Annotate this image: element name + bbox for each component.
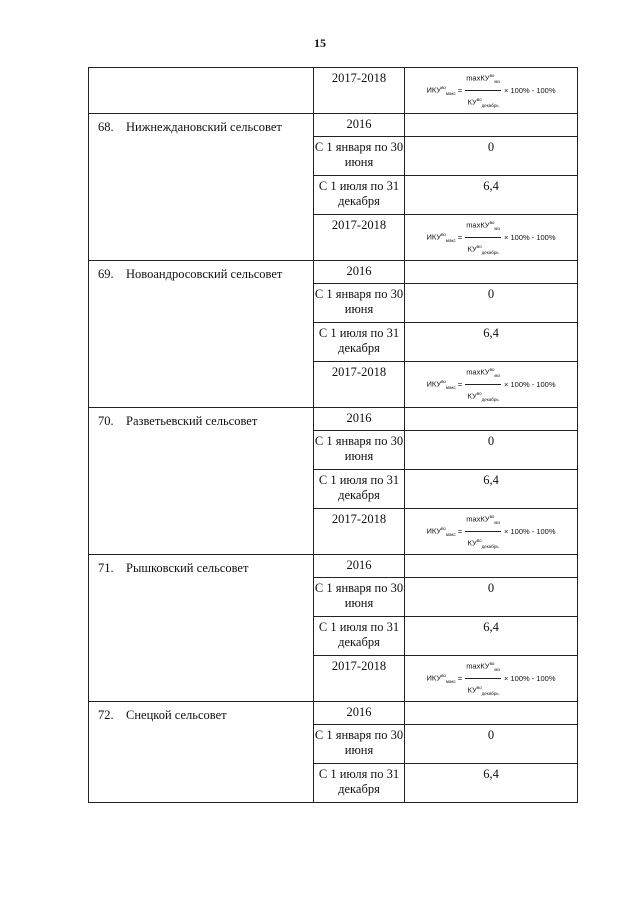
value-label: 6,4 — [483, 326, 499, 340]
formula-fraction — [465, 215, 501, 260]
settlement-title: Рышковский сельсовет — [126, 561, 249, 575]
formula-lhs: $ИКУ^{во}_{макс}$ — [426, 673, 456, 684]
settlement-cell — [89, 114, 314, 261]
period-label: 2016 — [346, 264, 372, 278]
period-cell — [314, 725, 405, 764]
formula-denominator: $КУ^{во}_{декабрь}$ — [467, 97, 499, 108]
value-cell — [405, 509, 578, 555]
period-label: 2017-2018 — [331, 365, 387, 379]
period-label: С 1 января по 30 июня — [314, 581, 404, 610]
period-label: С 1 июля по 31 декабря — [318, 620, 400, 649]
formula-lhs: $ИКУ^{во}_{макс}$ — [426, 85, 456, 96]
table-row — [89, 702, 578, 725]
period-cell — [314, 431, 405, 470]
value-cell — [405, 656, 578, 702]
period-label: С 1 января по 30 июня — [314, 140, 404, 169]
formula-lhs: $ИКУ^{во}_{макс}$ — [426, 526, 456, 537]
settlement-number: 71. — [98, 561, 114, 575]
period-cell — [314, 284, 405, 323]
value-label: 6,4 — [483, 179, 499, 193]
formula-rhs: × 100% - 100% — [504, 674, 556, 683]
period-label: 2017-2018 — [331, 659, 387, 673]
value-cell — [405, 284, 578, 323]
period-label: 2017-2018 — [331, 218, 387, 232]
value-cell — [405, 617, 578, 656]
period-cell — [314, 470, 405, 509]
formula-fraction — [465, 362, 501, 407]
settlement-name — [89, 261, 313, 282]
value-label: 0 — [487, 581, 495, 595]
formula-numerator: maxКУ$^{во}_{мо}$ — [465, 656, 501, 679]
period-label: 2016 — [346, 558, 372, 572]
formula-numerator: maxКУ$^{во}_{мо}$ — [465, 68, 501, 91]
tariff-table — [88, 67, 578, 803]
value-cell — [405, 362, 578, 408]
formula-fraction — [465, 656, 501, 701]
value-cell — [405, 431, 578, 470]
period-label: С 1 января по 30 июня — [314, 728, 404, 757]
settlement-cell — [89, 408, 314, 555]
period-cell — [314, 114, 405, 137]
formula-equals: = — [457, 527, 463, 536]
value-cell — [405, 68, 578, 114]
index-formula — [405, 68, 577, 113]
period-label: С 1 января по 30 июня — [314, 434, 404, 463]
period-cell — [314, 215, 405, 261]
settlement-name — [89, 555, 313, 576]
period-cell — [314, 261, 405, 284]
period-cell — [314, 323, 405, 362]
period-label: С 1 июля по 31 декабря — [318, 326, 400, 355]
formula-equals: = — [457, 380, 463, 389]
value-label: 0 — [487, 434, 495, 448]
value-label: 0 — [487, 728, 495, 742]
settlement-cell — [89, 261, 314, 408]
page-number: 15 — [314, 36, 326, 50]
formula-rhs: × 100% - 100% — [504, 86, 556, 95]
formula-fraction — [465, 509, 501, 554]
formula-equals: = — [457, 86, 463, 95]
period-cell — [314, 578, 405, 617]
formula-rhs: × 100% - 100% — [504, 233, 556, 242]
table-row — [89, 408, 578, 431]
formula-denominator: $КУ^{во}_{декабрь}$ — [467, 538, 499, 549]
formula-equals: = — [457, 233, 463, 242]
formula-numerator: maxКУ$^{во}_{мо}$ — [465, 509, 501, 532]
period-label: С 1 июля по 31 декабря — [318, 767, 400, 796]
index-formula — [405, 362, 577, 407]
settlement-name — [89, 114, 313, 135]
period-cell — [314, 555, 405, 578]
value-cell — [405, 176, 578, 215]
settlement-cell — [89, 555, 314, 702]
period-cell — [314, 764, 405, 803]
settlement-name — [89, 702, 313, 723]
settlement-title: Разветьевский сельсовет — [126, 414, 258, 428]
formula-rhs: × 100% - 100% — [504, 380, 556, 389]
index-formula — [405, 509, 577, 554]
value-label: 6,4 — [483, 767, 499, 781]
value-cell — [405, 702, 578, 725]
settlement-title: Новоандросовский сельсовет — [126, 267, 283, 281]
table-row — [89, 261, 578, 284]
period-label: С 1 июля по 31 декабря — [318, 179, 400, 208]
tariff-table-body — [89, 68, 578, 803]
value-cell — [405, 137, 578, 176]
formula-rhs: × 100% - 100% — [504, 527, 556, 536]
period-cell — [314, 408, 405, 431]
value-cell — [405, 215, 578, 261]
value-cell — [405, 764, 578, 803]
period-label: 2016 — [346, 705, 372, 719]
settlement-name — [89, 408, 313, 429]
period-cell — [314, 509, 405, 555]
formula-numerator: maxКУ$^{во}_{мо}$ — [465, 362, 501, 385]
value-label: 0 — [487, 140, 495, 154]
value-label: 6,4 — [483, 473, 499, 487]
value-cell — [405, 578, 578, 617]
value-cell — [405, 470, 578, 509]
formula-denominator: $КУ^{во}_{декабрь}$ — [467, 244, 499, 255]
index-formula — [405, 215, 577, 260]
index-formula — [405, 656, 577, 701]
formula-denominator: $КУ^{во}_{декабрь}$ — [467, 391, 499, 402]
period-cell — [314, 617, 405, 656]
value-cell — [405, 114, 578, 137]
value-cell — [405, 725, 578, 764]
formula-equals: = — [457, 674, 463, 683]
value-label: 0 — [487, 287, 495, 301]
period-label: 2016 — [346, 117, 372, 131]
settlement-cell — [89, 702, 314, 803]
settlement-number: 68. — [98, 120, 114, 134]
period-label: С 1 июля по 31 декабря — [318, 473, 400, 502]
value-cell — [405, 408, 578, 431]
settlement-number: 72. — [98, 708, 114, 722]
formula-lhs: $ИКУ^{во}_{макс}$ — [426, 232, 456, 243]
formula-fraction — [465, 68, 501, 113]
value-label: 6,4 — [483, 620, 499, 634]
formula-denominator: $КУ^{во}_{декабрь}$ — [467, 685, 499, 696]
table-row — [89, 114, 578, 137]
period-cell — [314, 702, 405, 725]
table-row — [89, 555, 578, 578]
settlement-title: Снецкой сельсовет — [126, 708, 227, 722]
table-row — [89, 68, 578, 114]
value-cell — [405, 323, 578, 362]
period-label: 2017-2018 — [331, 71, 387, 85]
period-cell — [314, 176, 405, 215]
period-cell — [314, 68, 405, 114]
period-label: 2016 — [346, 411, 372, 425]
name-cell — [89, 68, 314, 114]
settlement-number: 69. — [98, 267, 114, 281]
formula-numerator: maxКУ$^{во}_{мо}$ — [465, 215, 501, 238]
value-cell — [405, 261, 578, 284]
settlement-title: Нижнеждановский сельсовет — [126, 120, 282, 134]
period-cell — [314, 362, 405, 408]
value-cell — [405, 555, 578, 578]
formula-lhs: $ИКУ^{во}_{макс}$ — [426, 379, 456, 390]
settlement-number: 70. — [98, 414, 114, 428]
period-label: 2017-2018 — [331, 512, 387, 526]
period-cell — [314, 137, 405, 176]
period-label: С 1 января по 30 июня — [314, 287, 404, 316]
period-cell — [314, 656, 405, 702]
